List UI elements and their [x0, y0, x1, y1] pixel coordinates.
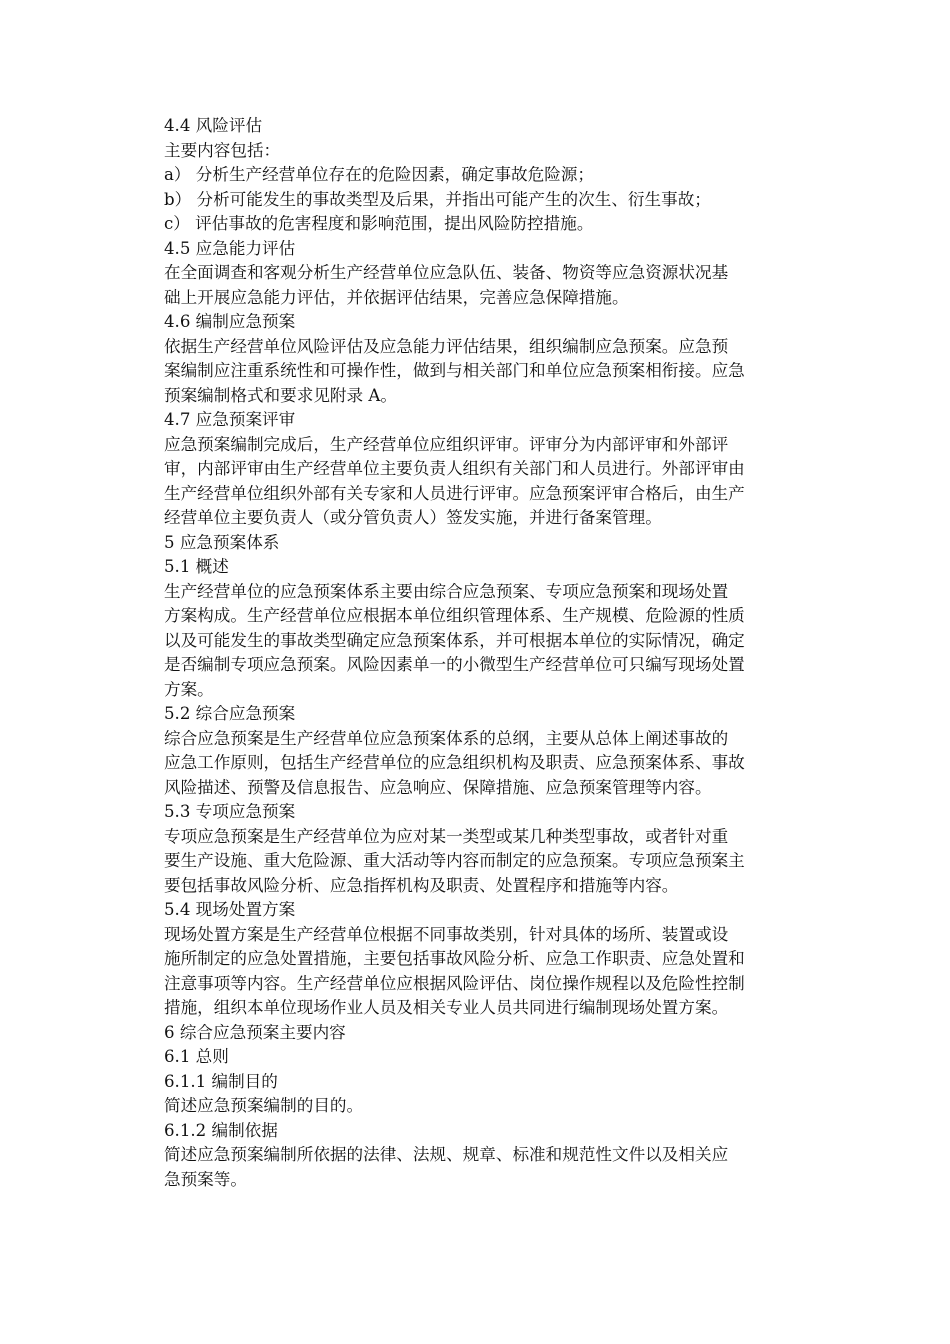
text-line: 专项应急预案是生产经营单位为应对某一类型或某几种类型事故，或者针对重	[164, 826, 729, 846]
text-line: 以及可能发生的事故类型确定应急预案体系，并可根据本单位的实际情况，确定	[164, 630, 745, 650]
document-body	[164, 114, 814, 1192]
text-line: 案编制应注重系统性和可操作性，做到与相关部门和单位应急预案相衔接。应急	[164, 361, 745, 380]
text-line: 方案。	[164, 679, 214, 699]
text-line: 急预案等。	[164, 1169, 247, 1189]
heading-5-4: 5.4 现场处置方案	[164, 900, 296, 919]
text-line: 依据生产经营单位风险评估及应急能力评估结果，组织编制应急预案。应急预	[164, 336, 729, 356]
heading-4-5: 4.5 应急能力评估	[164, 238, 296, 258]
text-line: 要包括事故风险分析、应急指挥机构及职责、处置程序和措施等内容。	[164, 875, 679, 895]
heading-6: 6 综合应急预案主要内容	[164, 1022, 346, 1042]
text-line: 风险描述、预警及信息报告、应急响应、保障措施、应急预案管理等内容。	[164, 777, 712, 797]
text-line: 预案编制格式和要求见附录 A。	[164, 385, 397, 405]
heading-5-3: 5.3 专项应急预案	[164, 802, 296, 821]
text-line: 简述应急预案编制的目的。	[164, 1096, 364, 1115]
list-item-c: c） 评估事故的危害程度和影响范围，提出风险防控措施。	[164, 214, 594, 233]
text-line: 措施，组织本单位现场作业人员及相关专业人员共同进行编制现场处置方案。	[164, 998, 729, 1017]
heading-6-1: 6.1 总则	[164, 1047, 229, 1066]
text-line: 在全面调查和客观分析生产经营单位应急队伍、装备、物资等应急资源状况基	[164, 263, 729, 282]
text-line: 是否编制专项应急预案。风险因素单一的小微型生产经营单位可只编写现场处置	[164, 655, 745, 674]
heading-4-7: 4.7 应急预案评审	[164, 410, 296, 429]
text-line: 简述应急预案编制所依据的法律、法规、规章、标准和规范性文件以及相关应	[164, 1145, 729, 1164]
heading-4-6: 4.6 编制应急预案	[164, 312, 296, 331]
heading-5-1: 5.1 概述	[164, 557, 229, 576]
text-line: 生产经营单位的应急预案体系主要由综合应急预案、专项应急预案和现场处置	[164, 581, 729, 601]
text-line: 主要内容包括：	[164, 140, 281, 160]
text-line: 生产经营单位组织外部有关专家和人员进行评审。应急预案评审合格后，由生产	[164, 483, 745, 503]
text-line: 应急预案编制完成后，生产经营单位应组织评审。评审分为内部评审和外部评	[164, 434, 729, 454]
text-line: 方案构成。生产经营单位应根据本单位组织管理体系、生产规模、危险源的性质	[164, 606, 745, 625]
heading-5-2: 5.2 综合应急预案	[164, 704, 296, 723]
heading-5: 5 应急预案体系	[164, 532, 280, 552]
list-item-a: a） 分析生产经营单位存在的危险因素，确定事故危险源；	[164, 165, 595, 184]
text-line: 综合应急预案是生产经营单位应急预案体系的总纲，主要从总体上阐述事故的	[164, 728, 729, 748]
heading-4-4: 4.4 风险评估	[164, 116, 263, 135]
text-line: 础上开展应急能力评估，并依据评估结果，完善应急保障措施。	[164, 287, 629, 307]
text-line: 审，内部评审由生产经营单位主要负责人组织有关部门和人员进行。外部评审由	[164, 459, 745, 478]
text-line: 注意事项等内容。生产经营单位应根据风险评估、岗位操作规程以及危险性控制	[164, 973, 745, 993]
text-line: 要生产设施、重大危险源、重大活动等内容而制定的应急预案。专项应急预案主	[164, 851, 745, 870]
text-line: 现场处置方案是生产经营单位根据不同事故类别，针对具体的场所、装置或设	[164, 924, 729, 944]
text-line: 应急工作原则，包括生产经营单位的应急组织机构及职责、应急预案体系、事故	[164, 753, 745, 772]
heading-6-1-1: 6.1.1 编制目的	[164, 1071, 278, 1091]
text-line: 经营单位主要负责人（或分管负责人）签发实施，并进行备案管理。	[164, 508, 662, 527]
text-line: 施所制定的应急处置措施，主要包括事故风险分析、应急工作职责、应急处置和	[164, 949, 745, 968]
list-item-b: b） 分析可能发生的事故类型及后果，并指出可能产生的次生、衍生事故；	[164, 189, 711, 209]
heading-6-1-2: 6.1.2 编制依据	[164, 1120, 278, 1140]
